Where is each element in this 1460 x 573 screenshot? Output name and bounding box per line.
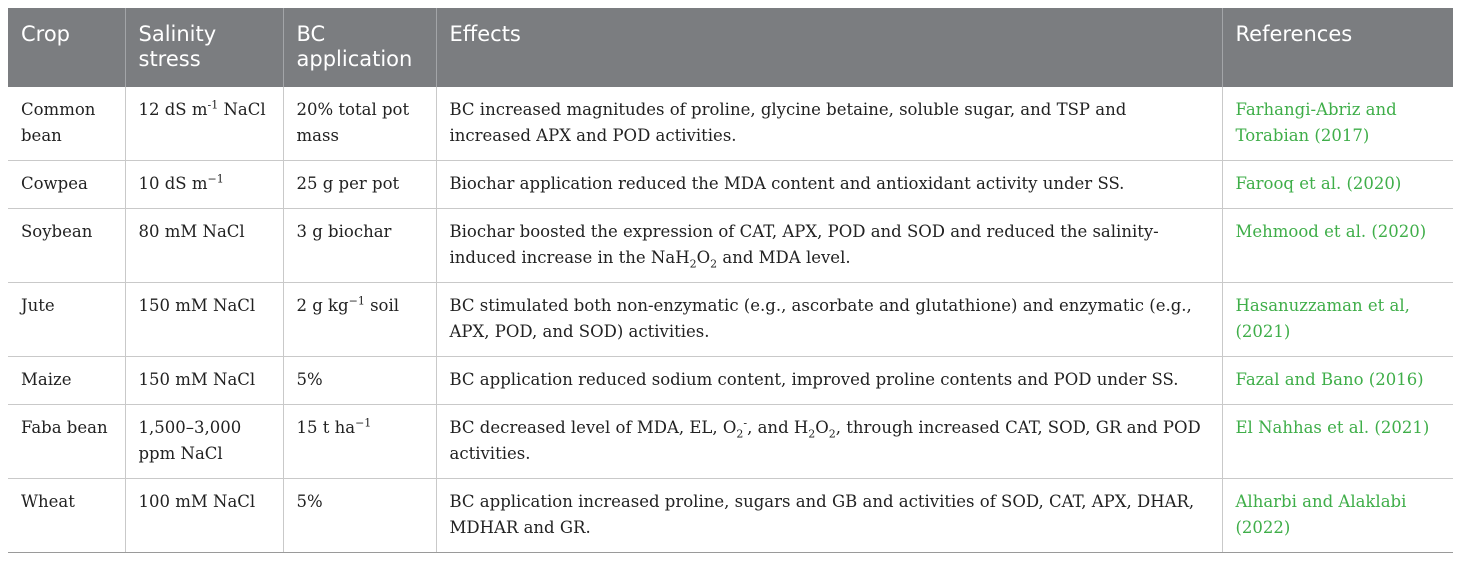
header-salinity-stress: Salinity stress <box>125 8 283 87</box>
effects-subscript: 2 <box>736 427 744 441</box>
biochar-salinity-table <box>8 8 1453 553</box>
table-header <box>8 8 1453 87</box>
cell-crop: Common bean <box>8 87 125 161</box>
cell-effects: BC application increased proline, sugars and GB and activities of SOD, CAT, APX, DHAR, MDHAR and GR. <box>436 479 1222 553</box>
effects-text-suffix: and MDA level. <box>717 248 851 267</box>
effects-text: Biochar boosted the expression of CAT, APX, POD and SOD and reduced the salinity-induced increase in the NaH <box>449 222 1159 267</box>
effects-text-mid: O <box>696 248 711 267</box>
effects-subscript-2: 2 <box>710 257 718 271</box>
table-row <box>8 357 1453 405</box>
header-bc-application: BC application <box>283 8 436 87</box>
reference-link[interactable]: Alharbi and Alaklabi (2022) <box>1222 479 1453 553</box>
cell-crop: Wheat <box>8 479 125 553</box>
reference-link[interactable]: Fazal and Bano (2016) <box>1222 357 1453 405</box>
effects-text: BC decreased level of MDA, EL, O <box>449 418 737 437</box>
cell-salinity <box>125 87 283 161</box>
header-effects: Effects <box>436 8 1222 87</box>
cell-bc-application <box>283 405 436 479</box>
bc-text: 2 g kg <box>296 296 349 315</box>
table-row <box>8 283 1453 357</box>
header-crop: Crop <box>8 8 125 87</box>
reference-link[interactable]: El Nahhas et al. (2021) <box>1222 405 1453 479</box>
cell-crop: Cowpea <box>8 161 125 209</box>
cell-effects: BC application reduced sodium content, improved proline contents and POD under SS. <box>436 357 1222 405</box>
table-row <box>8 87 1453 161</box>
effects-text-suffix: , through increased CAT, SOD, GR and POD activities. <box>449 418 1201 463</box>
bc-text: 15 t ha <box>296 418 356 437</box>
cell-effects: BC stimulated both non-enzymatic (e.g., ascorbate and glutathione) and enzymatic (e.g., APX, POD, and SOD) activities. <box>436 283 1222 357</box>
cell-salinity: 150 mM NaCl <box>125 357 283 405</box>
effects-text-mid-2: O <box>815 418 829 437</box>
cell-salinity: 150 mM NaCl <box>125 283 283 357</box>
reference-link[interactable]: Farooq et al. (2020) <box>1222 161 1453 209</box>
salinity-superscript: -1 <box>207 98 219 112</box>
table-row <box>8 405 1453 479</box>
cell-effects <box>436 405 1222 479</box>
cell-effects: Biochar application reduced the MDA content and antioxidant activity under SS. <box>436 161 1222 209</box>
effects-subscript-3: 2 <box>828 427 836 441</box>
header-row <box>8 8 1453 87</box>
cell-bc-application: 3 g biochar <box>283 209 436 283</box>
reference-link[interactable]: Mehmood et al. (2020) <box>1222 209 1453 283</box>
salinity-superscript: −1 <box>207 172 224 186</box>
salinity-text-suffix: NaCl <box>218 100 266 119</box>
salinity-text: 12 dS m <box>138 100 208 119</box>
cell-crop: Jute <box>8 283 125 357</box>
effects-superscript: - <box>743 416 748 430</box>
table-row <box>8 209 1453 283</box>
reference-link[interactable]: Hasanuzzaman et al, (2021) <box>1222 283 1453 357</box>
cell-bc-application: 5% <box>283 357 436 405</box>
bc-superscript: −1 <box>355 416 372 430</box>
effects-text-mid: , and H <box>747 418 809 437</box>
cell-salinity: 80 mM NaCl <box>125 209 283 283</box>
effects-subscript-2: 2 <box>808 427 816 441</box>
effects-subscript: 2 <box>689 257 697 271</box>
cell-salinity: 1,500–3,000 ppm NaCl <box>125 405 283 479</box>
header-references: References <box>1222 8 1453 87</box>
cell-bc-application <box>283 283 436 357</box>
cell-bc-application: 20% total pot mass <box>283 87 436 161</box>
cell-effects <box>436 209 1222 283</box>
salinity-text: 10 dS m <box>138 174 208 193</box>
table-body <box>8 87 1453 553</box>
cell-salinity: 100 mM NaCl <box>125 479 283 553</box>
cell-crop: Maize <box>8 357 125 405</box>
data-table-container <box>8 8 1453 553</box>
cell-bc-application: 25 g per pot <box>283 161 436 209</box>
cell-crop: Faba bean <box>8 405 125 479</box>
cell-effects: BC increased magnitudes of proline, glycine betaine, soluble sugar, and TSP and increased APX and POD activities. <box>436 87 1222 161</box>
bc-superscript: −1 <box>348 294 365 308</box>
cell-salinity <box>125 161 283 209</box>
cell-crop: Soybean <box>8 209 125 283</box>
table-row <box>8 161 1453 209</box>
bc-text-suffix: soil <box>364 296 400 315</box>
reference-link[interactable]: Farhangi-Abriz and Torabian (2017) <box>1222 87 1453 161</box>
cell-bc-application: 5% <box>283 479 436 553</box>
table-row <box>8 479 1453 553</box>
